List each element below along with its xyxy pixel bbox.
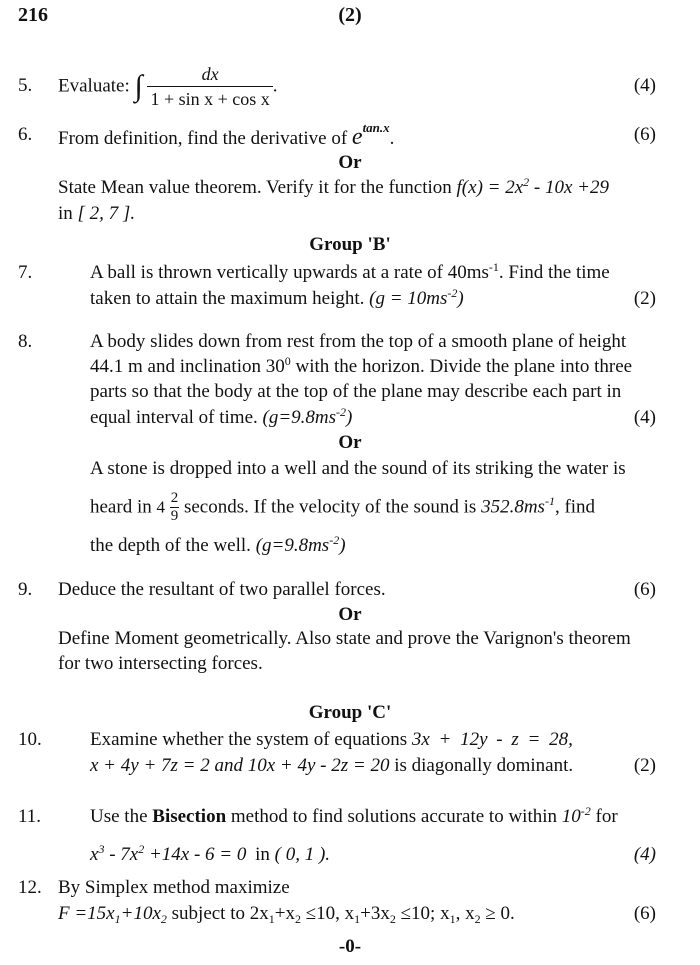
page-code: 216: [18, 4, 48, 26]
q10-text1: Examine whether the system of equations: [90, 729, 408, 750]
q6-alt-in: in: [58, 203, 73, 224]
q6-or: Or: [338, 152, 362, 173]
q12-marks: (6): [633, 903, 656, 924]
q12-c2-sub: 1: [354, 912, 361, 926]
q10-equations: x + 4y + 7z = 2 and 10x + 4y - 2z = 20: [90, 755, 390, 776]
q5-lead: Evaluate:: [58, 75, 130, 97]
q9-or: Or: [338, 604, 362, 625]
q11-tolerance-sup: -2: [580, 804, 591, 818]
q8-number: 8.: [18, 331, 33, 352]
q11-line2: [90, 844, 330, 866]
q10-equation1: 3x + 12y - z = 28,: [411, 729, 573, 750]
q8-gravity: (g=9.8ms: [262, 407, 337, 428]
q6-alt-line1: [58, 177, 609, 199]
q6-prompt: From definition, find the derivative of: [58, 128, 348, 149]
q7-line2: [90, 288, 464, 310]
q12-objective-mid: +10x: [120, 903, 161, 924]
q12-c3-sub: 1: [449, 912, 456, 926]
q11-poly-c: +14x - 6 = 0: [148, 844, 247, 865]
q6-period: .: [389, 128, 395, 149]
q8-line4: [90, 407, 352, 429]
q5-denominator: 1 + sin x + cos x: [150, 89, 270, 109]
q11-for: for: [595, 806, 618, 827]
q10-line2: [90, 755, 573, 777]
q8-gravity-sup: -2: [336, 405, 347, 419]
q8-alt-whole: 4: [156, 497, 165, 517]
q8-degree: 0: [284, 354, 291, 368]
q12-c1: 2x: [249, 903, 269, 924]
q7-text2: taken to attain the maximum height.: [90, 288, 365, 309]
q6-exponent: tan.x: [362, 120, 390, 135]
q11-text-pre: Use the: [90, 806, 148, 827]
q8-text2a: 44.1 m and inclination 30: [90, 356, 285, 377]
q7-line1: [90, 262, 610, 284]
q12-c2-bound: ≤10;: [400, 903, 436, 924]
q8-alt-line3: [90, 535, 346, 557]
group-c-heading: Group 'C': [308, 702, 392, 723]
q11-in: in: [255, 844, 270, 865]
q11-line1: [90, 806, 618, 828]
q6-marks: (6): [633, 124, 656, 145]
q12-c2b-sub: 2: [389, 912, 396, 926]
q8-or: Or: [338, 432, 362, 453]
q8-alt-line2: [90, 490, 595, 525]
q11-marks: (4): [633, 844, 656, 865]
q8-alt-gravity-close: ): [339, 535, 346, 556]
q11-tolerance: 10: [561, 806, 581, 827]
page-number: (2): [338, 4, 362, 26]
q8-alt-velocity: 352.8ms: [481, 496, 545, 518]
q9-text: Deduce the resultant of two parallel forces.: [58, 579, 386, 600]
q5-number: 5.: [18, 75, 33, 96]
q9-marks: (6): [633, 579, 656, 600]
q12-c3b: x: [465, 903, 475, 924]
q8-alt-find: , find: [554, 496, 596, 518]
q7-text1-end: . Find the time: [498, 262, 610, 283]
q12-nonneg: ≥ 0.: [485, 903, 515, 924]
q8-alt-text3: the depth of the well.: [90, 535, 251, 556]
q7-number: 7.: [18, 262, 33, 283]
q7-gravity-sup: -2: [447, 286, 458, 300]
q11-poly-a: x: [90, 844, 99, 865]
q7-gravity-close: ): [457, 288, 464, 309]
q8-alt-fraction: [170, 490, 180, 525]
q6-exp-base: e: [351, 124, 363, 150]
q8-alt-gravity: (g=9.8ms: [255, 535, 330, 556]
q11-poly-a-sup: 3: [98, 842, 105, 856]
q8-line3: parts so that the body at the top of the plane may describe each part in: [90, 381, 622, 402]
q7-sup1: -1: [488, 260, 499, 274]
q6-alt-line2: [58, 203, 135, 225]
q6-alt-function-rest: - 10x +29: [533, 177, 609, 198]
q8-alt-gravity-sup: -2: [329, 533, 340, 547]
fraction-numerator: 2: [170, 490, 179, 506]
q8-gravity-close: ): [346, 407, 353, 428]
q5-text: [58, 62, 278, 111]
q8-text4: equal interval of time.: [90, 407, 258, 428]
q6-number: 6.: [18, 124, 33, 145]
q12-number: 12.: [18, 877, 42, 898]
q12-c3-comma: ,: [455, 903, 461, 924]
q12-line1: By Simplex method maximize: [58, 877, 290, 898]
q12-obj-sub1: 1: [114, 912, 121, 926]
q12-subject-to: subject to: [171, 903, 245, 924]
q12-c1-sub: 1: [268, 912, 275, 926]
q11-poly-b: - 7x: [109, 844, 139, 865]
q12-line2: [58, 903, 515, 925]
q10-line1: [90, 729, 573, 751]
q5-numerator: dx: [147, 62, 272, 87]
q8-marks: (4): [633, 407, 656, 428]
q12-c1-bound: ≤10,: [305, 903, 340, 924]
q7-text1: A ball is thrown vertically upwards at a rate of 40ms: [90, 262, 489, 283]
q11-interval: ( 0, 1 ).: [274, 844, 331, 865]
integral-sign: ∫: [134, 69, 143, 103]
fraction-denominator: 9: [170, 508, 179, 524]
q6-alt-function: f(x) = 2x: [456, 177, 524, 198]
q5-period: .: [272, 75, 278, 97]
q9-alt-line1: Define Moment geometrically. Also state and prove the Varignon's theorem: [58, 628, 631, 649]
q6-alt-interval: [ 2, 7 ].: [77, 203, 136, 224]
q10-text2: is diagonally dominant.: [394, 755, 574, 776]
q11-number: 11.: [18, 806, 42, 827]
q12-c1b-sub: 2: [294, 912, 301, 926]
end-mark: -0-: [338, 936, 362, 957]
q8-line1: A body slides down from rest from the top of a smooth plane of height: [90, 331, 627, 352]
q9-number: 9.: [18, 579, 33, 600]
q6-alt-text: State Mean value theorem. Verify it for the function: [58, 177, 452, 198]
q12-objective: F =15x: [58, 903, 115, 924]
q8-alt-line1: A stone is dropped into a well and the sound of its striking the water is: [90, 458, 626, 479]
q12-c2b: +3x: [360, 903, 390, 924]
q11-text-post: method to find solutions accurate to within: [230, 806, 558, 827]
q8-alt-velocity-sup: -1: [544, 493, 555, 508]
q6-text: [58, 120, 395, 151]
q7-gravity: (g = 10ms: [369, 288, 448, 309]
q5-marks: (4): [633, 75, 656, 96]
q11-poly-b-sup: 2: [138, 842, 145, 856]
q7-marks: (2): [633, 288, 656, 309]
q10-marks: (2): [633, 755, 656, 776]
q8-alt-heard: heard in: [90, 496, 152, 518]
q9-alt-line2: for two intersecting forces.: [58, 653, 263, 674]
q12-obj-sub2: 2: [160, 912, 167, 926]
q8-alt-mid: seconds. If the velocity of the sound is: [183, 496, 477, 518]
q8-text2b: with the horizon. Divide the plane into three: [295, 356, 633, 377]
q12-c2: x: [344, 903, 355, 924]
q12-c3b-sub: 2: [474, 912, 481, 926]
q6-alt-exp: 2: [523, 175, 530, 189]
q8-line2: [90, 356, 632, 378]
q11-bisection: Bisection: [152, 806, 227, 827]
group-b-heading: Group 'B': [309, 234, 391, 255]
q10-number: 10.: [18, 729, 42, 750]
q12-c1b: +x: [274, 903, 295, 924]
q12-c3: x: [440, 903, 450, 924]
